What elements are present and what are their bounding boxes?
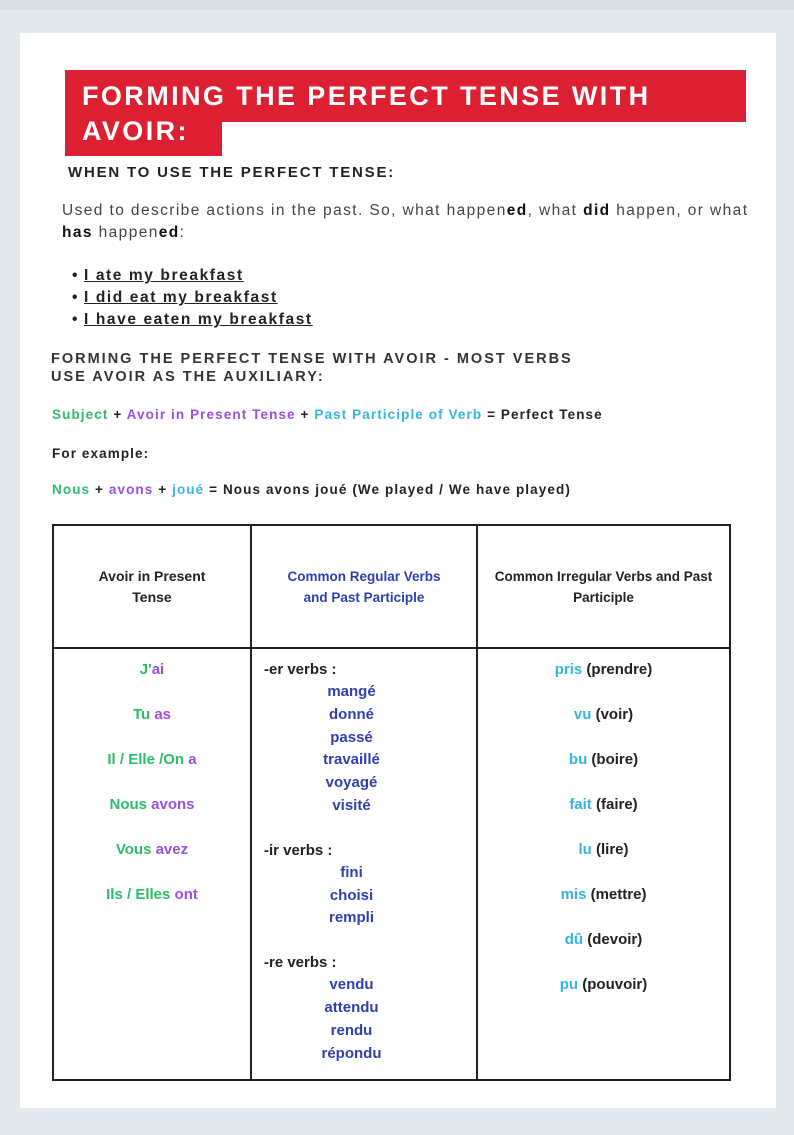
list-item: choisi xyxy=(329,886,374,904)
avoir-column xyxy=(53,648,251,1080)
list-item: • I ate my breakfast xyxy=(72,267,244,284)
irregular-item: bu (boire) xyxy=(568,751,639,768)
list-item: • I did eat my breakfast xyxy=(72,289,278,306)
example-sentence: Nous + avons + joué = Nous avons joué (We played / We have played) xyxy=(52,482,571,497)
table-header-row xyxy=(53,525,730,648)
list-item: mangé xyxy=(327,683,376,700)
irregular-item: fait (faire) xyxy=(569,796,638,813)
list-item: fini xyxy=(340,863,363,881)
list-item: voyagé xyxy=(325,774,378,792)
avoir-item: J'ai xyxy=(139,661,165,678)
list-item: vendu xyxy=(329,976,374,994)
avoir-item: Ils / Elles ont xyxy=(106,886,198,903)
avoir-item: Tu as xyxy=(132,706,172,723)
list-item: rempli xyxy=(328,909,374,927)
irregular-item: pris (prendre) xyxy=(554,661,653,678)
regular-column xyxy=(251,648,477,1080)
list-item: • I have eaten my breakfast xyxy=(72,311,313,328)
ir-verbs-label: -ir verbs : xyxy=(264,841,333,859)
irregular-column xyxy=(477,648,730,1080)
header-irregular: Common Irregular Verbs and Past Participle xyxy=(477,525,730,648)
formula: Subject + Avoir in Present Tense + Past Participle of Verb = Perfect Tense xyxy=(52,407,603,422)
list-item: rendu xyxy=(330,1021,373,1039)
irregular-item: dû (devoir) xyxy=(564,931,643,948)
list-item: passé xyxy=(330,728,373,746)
page-title: FORMING THE PERFECT TENSE WITH AVOIR: xyxy=(82,81,651,146)
irregular-item: vu (voir) xyxy=(573,706,634,723)
worksheet-page xyxy=(20,33,776,1108)
table-row xyxy=(53,648,730,1080)
header-regular: Common Regular Verbs and Past Participle xyxy=(251,525,477,648)
when-heading: WHEN TO USE THE PERFECT TENSE: xyxy=(68,164,396,181)
list-item: visité xyxy=(332,796,371,814)
irregular-item: lu (lire) xyxy=(578,841,629,858)
list-item: donné xyxy=(329,705,374,723)
example-bullets xyxy=(72,265,313,331)
avoir-item: Il / Elle /On a xyxy=(107,751,197,768)
re-verbs-label: -re verbs : xyxy=(264,954,337,972)
verb-table xyxy=(52,524,731,1081)
list-item: travaillé xyxy=(323,751,380,769)
for-example-label: For example: xyxy=(52,446,150,461)
irregular-item: pu (pouvoir) xyxy=(559,976,648,993)
avoir-item: Vous avez xyxy=(115,841,189,858)
top-bar xyxy=(0,0,794,10)
list-item: répondu xyxy=(321,1044,382,1062)
irregular-item: mis (mettre) xyxy=(560,886,647,903)
forming-heading: FORMING THE PERFECT TENSE WITH AVOIR - MOST VERBS USE AVOIR AS THE AUXILIARY: xyxy=(51,351,573,385)
intro-paragraph: Used to describe actions in the past. So, what happened, what did happen, or what has happened: xyxy=(62,202,749,241)
er-verbs-label: -er verbs : xyxy=(264,661,337,678)
avoir-item: Nous avons xyxy=(109,796,195,813)
header-avoir: Avoir in Present Tense xyxy=(53,525,251,648)
list-item: attendu xyxy=(324,998,379,1016)
